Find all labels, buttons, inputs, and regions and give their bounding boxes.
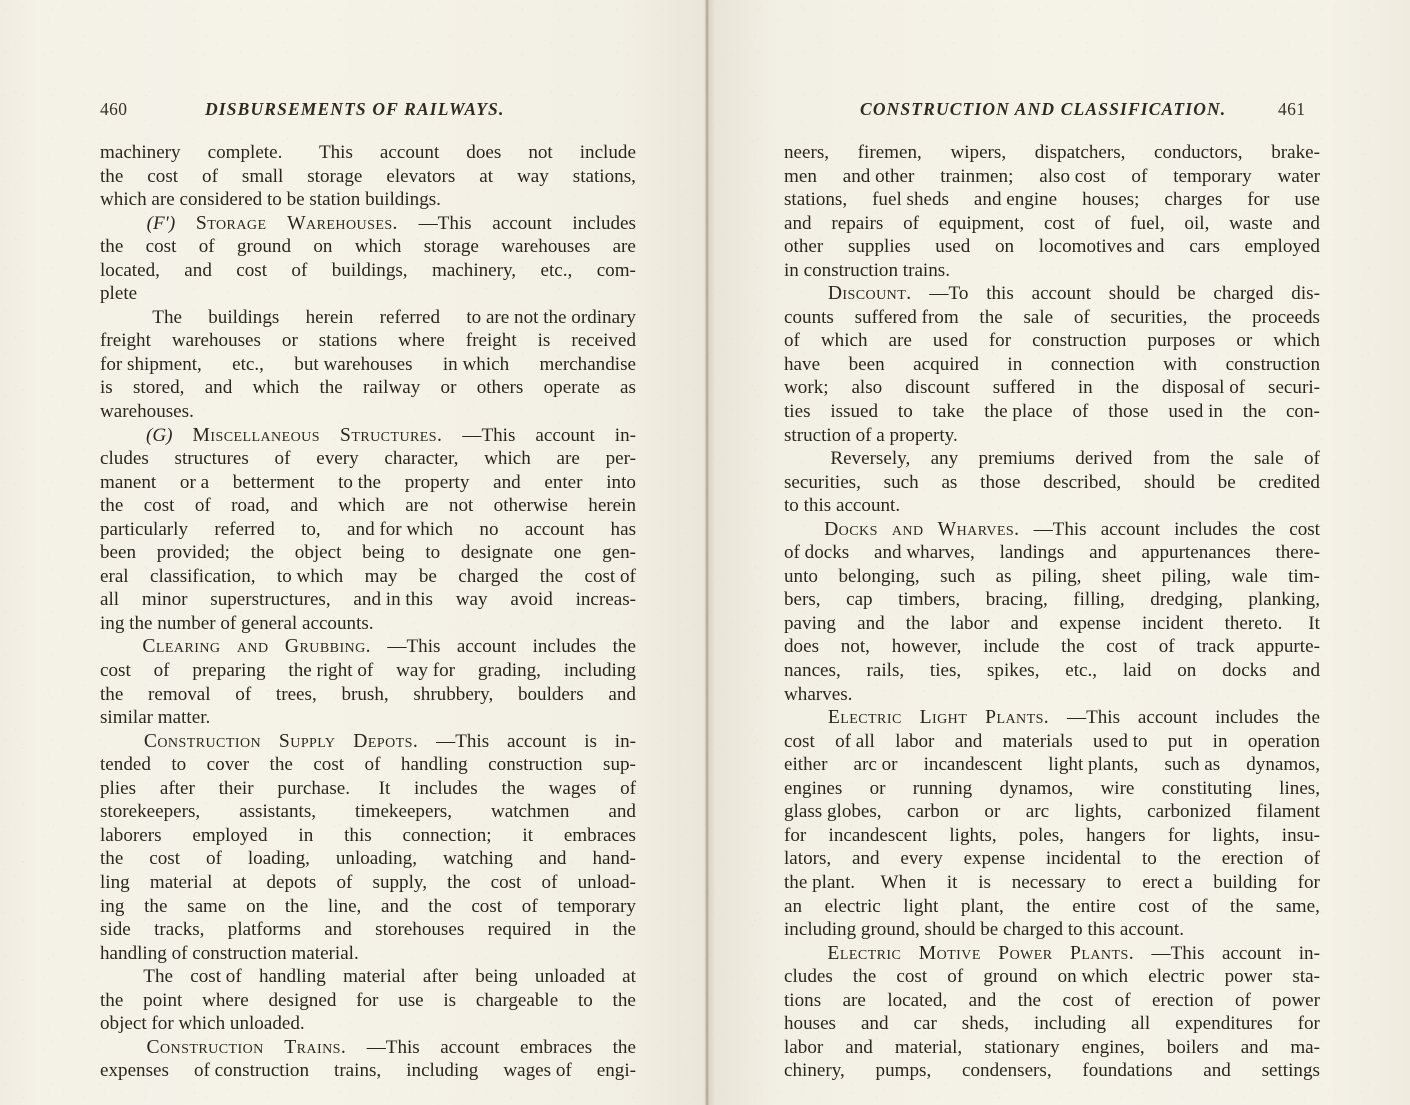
text-line: labor and material, stationary engines, boilers and ma- [784, 1036, 1320, 1058]
text-line: bers, cap timbers, bracing, filling, dredging, planking, [784, 589, 1320, 611]
text-line: cost of all labor and materials used to put in operation [784, 730, 1320, 752]
text-line: similar matter. [100, 707, 211, 729]
paragraph-construction-supply-depots [100, 730, 636, 965]
text-line: counts suffered from the sale of securities, the proceeds [784, 306, 1320, 328]
text-line: of which are used for construction purposes or which [784, 330, 1320, 352]
text-line: including ground, should be charged to this account. [784, 919, 1185, 941]
text-line: Construction Supply Depots. —This account is in- [143, 730, 636, 752]
text-line: (G) Miscellaneous Structures. —This account in- [145, 424, 636, 446]
text-line: handling of construction material. [100, 942, 359, 964]
text-line: paving and the labor and expense incident thereto. It [784, 612, 1320, 634]
text-line: the cost of ground on which storage warehouses are [100, 236, 636, 258]
text-line: been provided; the object being to designate one gen- [100, 542, 636, 564]
text-line: Discount. —To this account should be charged dis- [827, 283, 1320, 305]
text-line: the cost of road, and which are not otherwise herein [100, 495, 636, 517]
text-line: houses and car sheds, including all expenditures for [784, 1013, 1320, 1035]
text-line: The buildings herein referred to are not the ordinary [152, 306, 636, 328]
text-line: in construction trains. [784, 259, 950, 281]
paragraph [100, 141, 636, 212]
text-line: tended to cover the cost of handling construction sup- [100, 754, 636, 776]
left-page-text-column [100, 141, 636, 1083]
text-line: tions are located, and the cost of erection of power [784, 989, 1320, 1011]
paragraph [784, 141, 1320, 282]
text-line: wharves. [784, 683, 853, 705]
text-line: machinery complete. This account does not include [100, 142, 636, 163]
text-line: ties issued to take the place of those used in the con- [784, 401, 1320, 423]
text-line: eral classification, to which may be charged the cost of [100, 565, 636, 587]
text-line: the removal of trees, brush, shrubbery, boulders and [100, 683, 636, 705]
paragraph [784, 447, 1320, 518]
text-line: particularly referred to, and for which no account has [100, 518, 636, 540]
text-line: which are considered to be station buildings. [100, 189, 441, 211]
text-line: an electric light plant, the entire cost of the same, [784, 895, 1320, 917]
text-line: lators, and every expense incidental to the erection of [784, 848, 1320, 870]
text-line: engines or running dynamos, wire constituting lines, [784, 777, 1320, 799]
text-line: all minor superstructures, and in this way avoid increas- [100, 589, 636, 611]
right-page-text-column [784, 141, 1320, 1083]
text-line: (F′) Storage Warehouses. —This account includes [146, 212, 636, 234]
text-line: the cost of small storage elevators at way stations, [100, 165, 636, 187]
paragraph [100, 306, 636, 424]
text-line: glass globes, carbon or arc lights, carbonized filament [784, 801, 1320, 823]
text-line: cludes the cost of ground on which electric power sta- [784, 966, 1320, 988]
text-line: Reversely, any premiums derived from the sale of [830, 448, 1320, 470]
text-line: for shipment, etc., but warehouses in which merchandise [100, 353, 636, 375]
text-line: does not, however, include the cost of track appurte- [784, 636, 1320, 658]
text-line: securities, such as those described, should be credited [784, 471, 1320, 493]
text-line: The cost of handling material after being unloaded at [143, 966, 636, 988]
text-line: expenses of construction trains, including wages of engi- [100, 1060, 636, 1082]
text-line: is stored, and which the railway or others operate as [100, 377, 636, 399]
text-line: have been acquired in connection with construction [784, 353, 1320, 375]
text-line: of docks and wharves, landings and appurtenances there- [784, 542, 1320, 564]
paragraph-electric-motive-power-plants [784, 942, 1320, 1083]
paragraph-miscellaneous-structures [100, 424, 636, 636]
text-line: to this account. [784, 495, 901, 517]
text-line: men and other trainmen; also cost of temporary water [784, 165, 1320, 187]
text-line: and repairs of equipment, cost of fuel, oil, waste and [784, 212, 1320, 234]
text-line: plete [100, 283, 138, 305]
paragraph-electric-light-plants [784, 706, 1320, 941]
text-line: the point where designed for use is chargeable to the [100, 989, 636, 1011]
text-line: for incandescent lights, poles, hangers for lights, insu- [784, 824, 1320, 846]
text-line: the plant. When it is necessary to erect a building for [784, 871, 1320, 893]
right-page-running-head: CONSTRUCTION AND CLASSIFICATION. [860, 99, 1227, 119]
right-page-folio: 461 [1278, 99, 1306, 119]
text-line: warehouses. [100, 401, 194, 423]
text-line: located, and cost of buildings, machinery, etc., com- [100, 259, 636, 281]
text-line: Clearing and Grubbing. —This account includes the [142, 636, 636, 658]
paragraph-clearing-and-grubbing [100, 635, 636, 729]
text-line: storekeepers, assistants, timekeepers, watchmen and [100, 801, 636, 823]
text-line: neers, firemen, wipers, dispatchers, conductors, brake- [784, 142, 1320, 163]
text-line: the cost of loading, unloading, watching and hand- [100, 848, 636, 870]
book-gutter [705, 0, 709, 1105]
text-line: other supplies used on locomotives and cars employed [784, 236, 1320, 258]
text-line: struction of a property. [784, 424, 958, 446]
text-line: Electric Motive Power Plants. —This account in- [827, 942, 1320, 964]
text-line: either arc or incandescent light plants, such as dynamos, [784, 754, 1320, 776]
text-line: freight warehouses or stations where freight is received [100, 330, 636, 352]
paragraph-discount [784, 282, 1320, 447]
text-line: stations, fuel sheds and engine houses; charges for use [784, 189, 1320, 211]
text-line: Electric Light Plants. —This account includes the [827, 707, 1320, 729]
text-line: nances, rails, ties, spikes, etc., laid on docks and [784, 660, 1320, 682]
left-page-folio: 460 [100, 99, 128, 119]
text-line: cludes structures of every character, which are per- [100, 448, 636, 470]
paragraph-construction-trains [100, 1036, 636, 1083]
text-line: cost of preparing the right of way for grading, including [100, 660, 636, 682]
text-line: work; also discount suffered in the disposal of securi- [784, 377, 1320, 399]
text-line: side tracks, platforms and storehouses required in the [100, 919, 636, 941]
paragraph [100, 965, 636, 1036]
paragraph-docks-and-wharves [784, 518, 1320, 706]
text-line: chinery, pumps, condensers, foundations and settings [784, 1060, 1320, 1082]
text-line: laborers employed in this connection; it embraces [100, 824, 636, 846]
text-line: plies after their purchase. It includes the wages of [100, 777, 636, 799]
text-line: manent or a betterment to the property and enter into [100, 471, 636, 493]
text-line: ling material at depots of supply, the cost of unload- [100, 871, 636, 893]
text-line: Docks and Wharves. —This account includes the cost [824, 518, 1320, 540]
text-line: ing the number of general accounts. [100, 612, 374, 634]
text-line: object for which unloaded. [100, 1013, 305, 1035]
text-line: unto belonging, such as piling, sheet piling, wale tim- [784, 565, 1320, 587]
left-page-running-head: DISBURSEMENTS OF RAILWAYS. [205, 99, 505, 119]
paragraph-storage-warehouses [100, 212, 636, 306]
text-line: ing the same on the line, and the cost of temporary [100, 895, 636, 917]
text-line: Construction Trains. —This account embraces the [146, 1036, 636, 1058]
